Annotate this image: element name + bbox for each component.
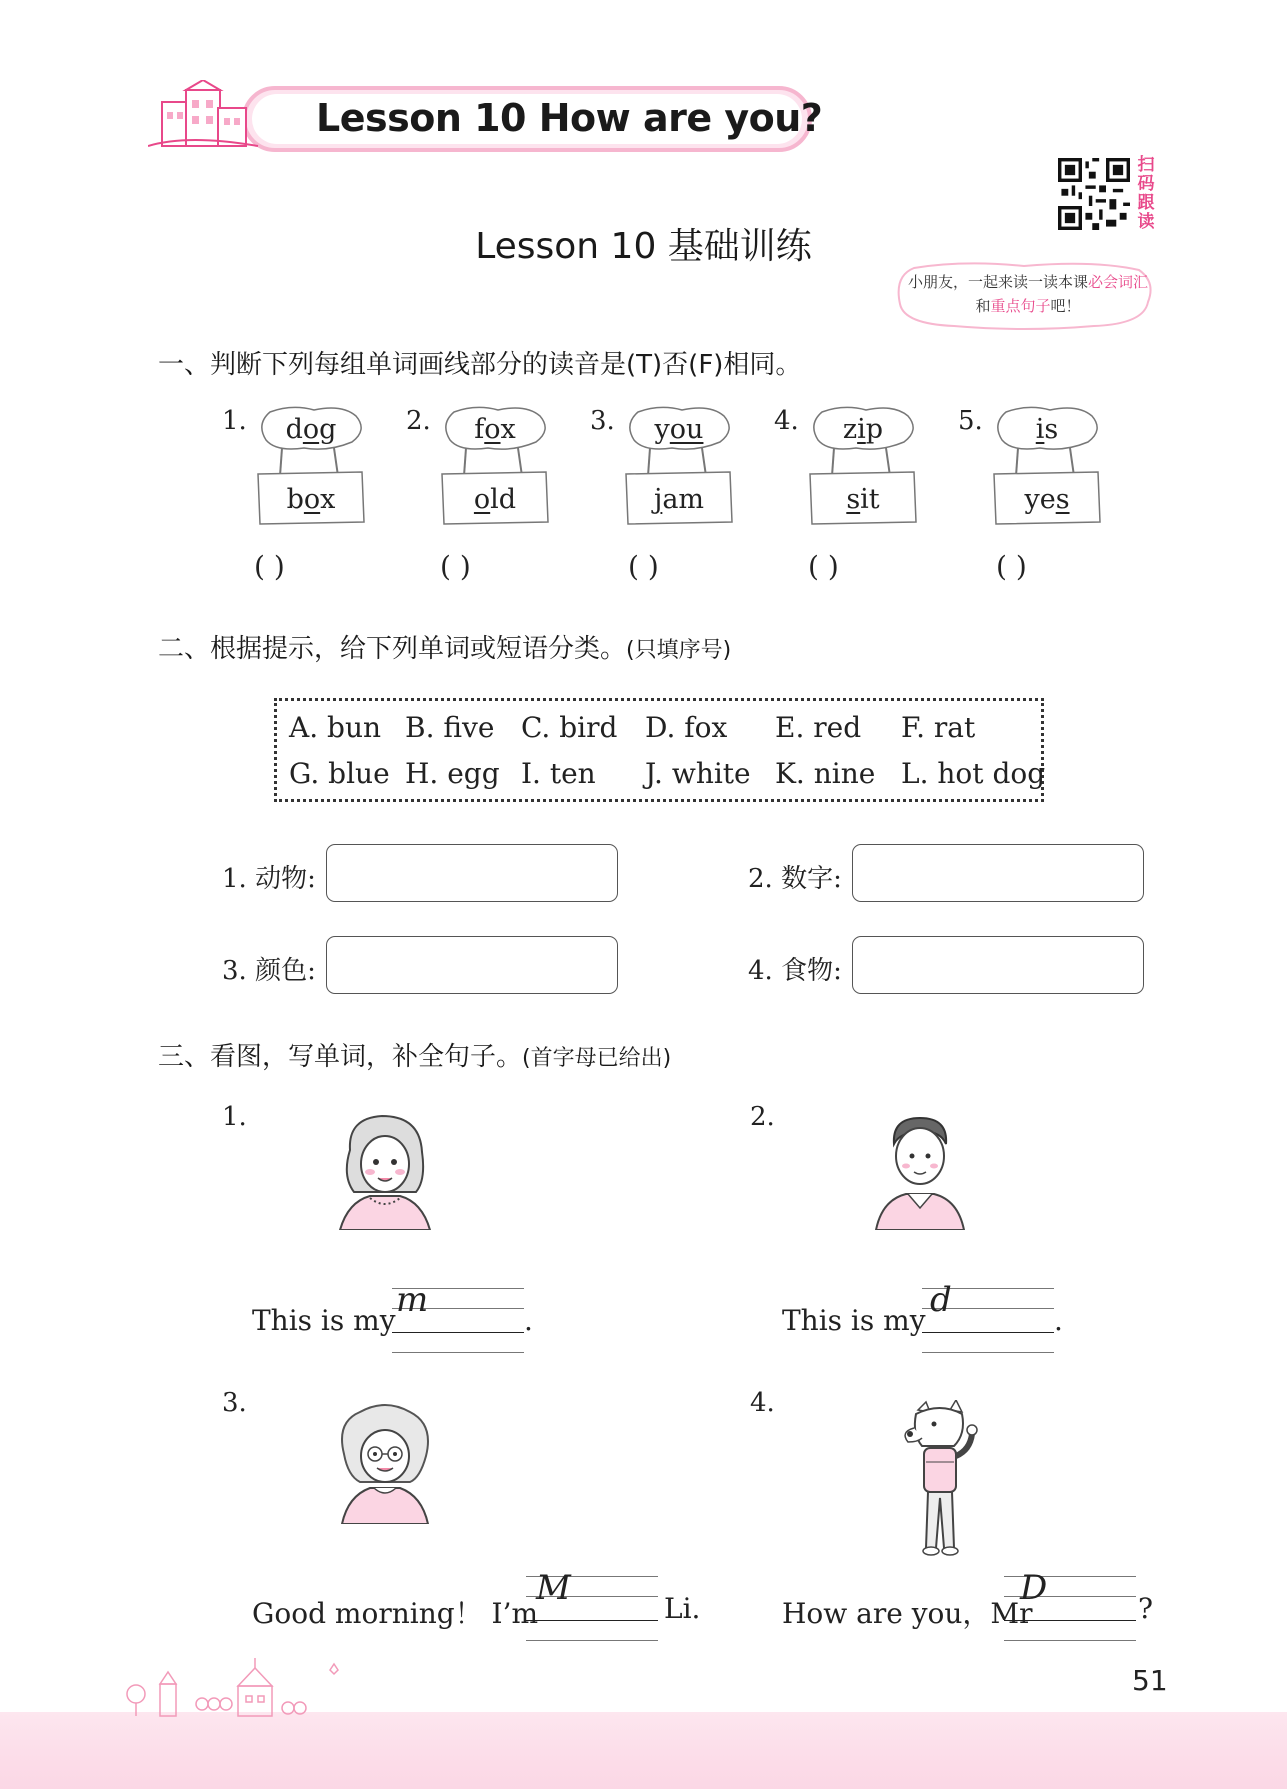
tip-part: 小朋友，一起来读一读本课 xyxy=(907,273,1088,291)
answer-blank-4[interactable]: ( ) xyxy=(808,550,839,583)
category-label-animals: 1. 动物: xyxy=(222,864,316,894)
section3-title-text: 三、看图，写单词，补全句子。 xyxy=(158,1042,523,1072)
letters: b xyxy=(286,484,304,515)
category-input-animals[interactable] xyxy=(326,844,618,902)
letters: p xyxy=(865,414,884,445)
section3-title xyxy=(158,1036,671,1073)
option-item: G. blue xyxy=(289,757,390,790)
answer-blank-1[interactable]: ( ) xyxy=(254,550,285,583)
category-label-food: 4. 食物: xyxy=(748,956,842,986)
option-item: D. fox xyxy=(645,711,728,744)
underlined-letters: s xyxy=(1055,484,1070,515)
option-item: K. nine xyxy=(775,757,876,790)
letters: g xyxy=(319,414,337,445)
section1-title: 一、判断下列每组单词画线部分的读音是(T)否(F)相同。 xyxy=(158,350,802,380)
letters: z xyxy=(842,414,858,445)
underlined-letters: o xyxy=(484,414,501,445)
item-number: 1. xyxy=(222,406,247,436)
letters: ye xyxy=(1024,484,1056,515)
section3-note: (首字母已给出) xyxy=(522,1046,672,1071)
letters: f xyxy=(474,414,485,445)
writing-lines-2[interactable] xyxy=(922,1280,1054,1354)
underlined-letters: i xyxy=(1035,414,1045,445)
sentence-1-after: . xyxy=(524,1304,533,1337)
underlined-letters: o xyxy=(473,484,491,515)
handwritten-letter: d xyxy=(930,1280,952,1320)
word-options-box xyxy=(274,698,1044,802)
word-bottom xyxy=(258,484,364,515)
underlined-letters: s xyxy=(846,484,861,515)
word-top xyxy=(626,414,732,445)
sentence-4-before: How are you，Mr xyxy=(782,1597,1033,1630)
option-item: B. five xyxy=(405,711,495,744)
tip-highlight: 必会词汇 xyxy=(1088,273,1149,291)
sentence-1-before: This is my xyxy=(252,1304,396,1337)
underlined-letters: j xyxy=(653,484,663,515)
writing-lines-4[interactable] xyxy=(1004,1568,1136,1642)
item-number: 4. xyxy=(774,406,799,436)
category-input-food[interactable] xyxy=(852,936,1144,994)
letters: ld xyxy=(490,484,517,515)
section2-title-text: 二、根据提示，给下列单词或短语分类。 xyxy=(158,634,627,664)
item-number: 3. xyxy=(590,406,615,436)
page-title: Lesson 10 基础训练 xyxy=(475,226,812,267)
letters: it xyxy=(860,484,880,515)
option-item: C. bird xyxy=(521,711,618,744)
category-input-colors[interactable] xyxy=(326,936,618,994)
tip-part: 吧！ xyxy=(1050,297,1081,315)
qr-label-char: 跟 xyxy=(1137,193,1155,213)
item-number: 5. xyxy=(958,406,983,436)
word-top xyxy=(442,414,548,445)
option-item: I. ten xyxy=(521,757,596,790)
picture-number-2: 2. xyxy=(750,1102,775,1132)
phonics-item-4 xyxy=(774,404,924,534)
option-item: E. red xyxy=(775,711,862,744)
letters: d xyxy=(285,414,303,445)
handwritten-letter: D xyxy=(1020,1568,1048,1608)
phonics-item-3 xyxy=(590,404,740,534)
qr-label-char: 扫 xyxy=(1137,155,1155,175)
section2-note: (只填序号) xyxy=(626,638,732,663)
mr-dog-illustration xyxy=(900,1400,990,1560)
mother-illustration xyxy=(330,1110,440,1230)
grandmother-illustration xyxy=(330,1398,440,1524)
category-label-colors: 3. 颜色: xyxy=(222,956,316,986)
writing-lines-3[interactable] xyxy=(526,1568,658,1642)
word-bottom xyxy=(442,484,548,515)
footer-band xyxy=(0,1712,1287,1789)
word-top xyxy=(994,414,1100,445)
tip-highlight: 重点句子 xyxy=(990,297,1051,315)
answer-blank-2[interactable]: ( ) xyxy=(440,550,471,583)
sentence-4-after: ? xyxy=(1138,1592,1154,1625)
sentence-2-after: . xyxy=(1054,1304,1063,1337)
picture-number-3: 3. xyxy=(222,1388,247,1418)
phonics-item-1 xyxy=(222,404,372,534)
underlined-letters: o xyxy=(302,414,320,445)
letters: x xyxy=(500,414,516,445)
item-number: 2. xyxy=(406,406,431,436)
option-item: J. white xyxy=(645,757,751,790)
phonics-item-2 xyxy=(406,404,556,534)
father-illustration xyxy=(870,1110,970,1230)
category-input-numbers[interactable] xyxy=(852,844,1144,902)
category-label-numbers: 2. 数字: xyxy=(748,864,842,894)
qr-label-char: 读 xyxy=(1137,212,1155,232)
picture-number-4: 4. xyxy=(750,1388,775,1418)
word-top xyxy=(258,414,364,445)
handwritten-letter: M xyxy=(536,1568,571,1608)
town-decoration-icon xyxy=(120,1650,350,1720)
option-item: H. egg xyxy=(405,757,500,790)
writing-lines-1[interactable] xyxy=(392,1280,524,1354)
sentence-2-before: This is my xyxy=(782,1304,926,1337)
answer-blank-5[interactable]: ( ) xyxy=(996,550,1027,583)
word-top xyxy=(810,414,916,445)
sentence-3-after: Li. xyxy=(664,1592,701,1625)
answer-blank-3[interactable]: ( ) xyxy=(628,550,659,583)
picture-number-1: 1. xyxy=(222,1102,247,1132)
section2-title xyxy=(158,628,731,665)
underlined-letters: o xyxy=(303,484,321,515)
word-bottom xyxy=(810,484,916,515)
letters: am xyxy=(662,484,705,515)
letters: y xyxy=(654,414,670,445)
handwritten-letter: m xyxy=(396,1280,429,1320)
tip-part: 和 xyxy=(975,297,991,315)
option-item: F. rat xyxy=(901,711,976,744)
word-bottom xyxy=(994,484,1100,515)
letters: s xyxy=(1044,414,1059,445)
option-item: A. bun xyxy=(289,711,382,744)
option-item: L. hot dog xyxy=(901,757,1046,790)
word-bottom xyxy=(626,484,732,515)
page-number: 51 xyxy=(1132,1664,1168,1697)
tip-text xyxy=(906,270,1150,318)
underlined-letters: i xyxy=(857,414,866,445)
phonics-item-5 xyxy=(958,404,1108,534)
underlined-letters: ou xyxy=(669,414,704,445)
qr-label-char: 码 xyxy=(1137,174,1155,194)
letters: x xyxy=(320,484,336,515)
lesson-title: Lesson 10 How are you? xyxy=(316,96,823,140)
sentence-3-before: Good morning！ I’m xyxy=(252,1597,539,1630)
